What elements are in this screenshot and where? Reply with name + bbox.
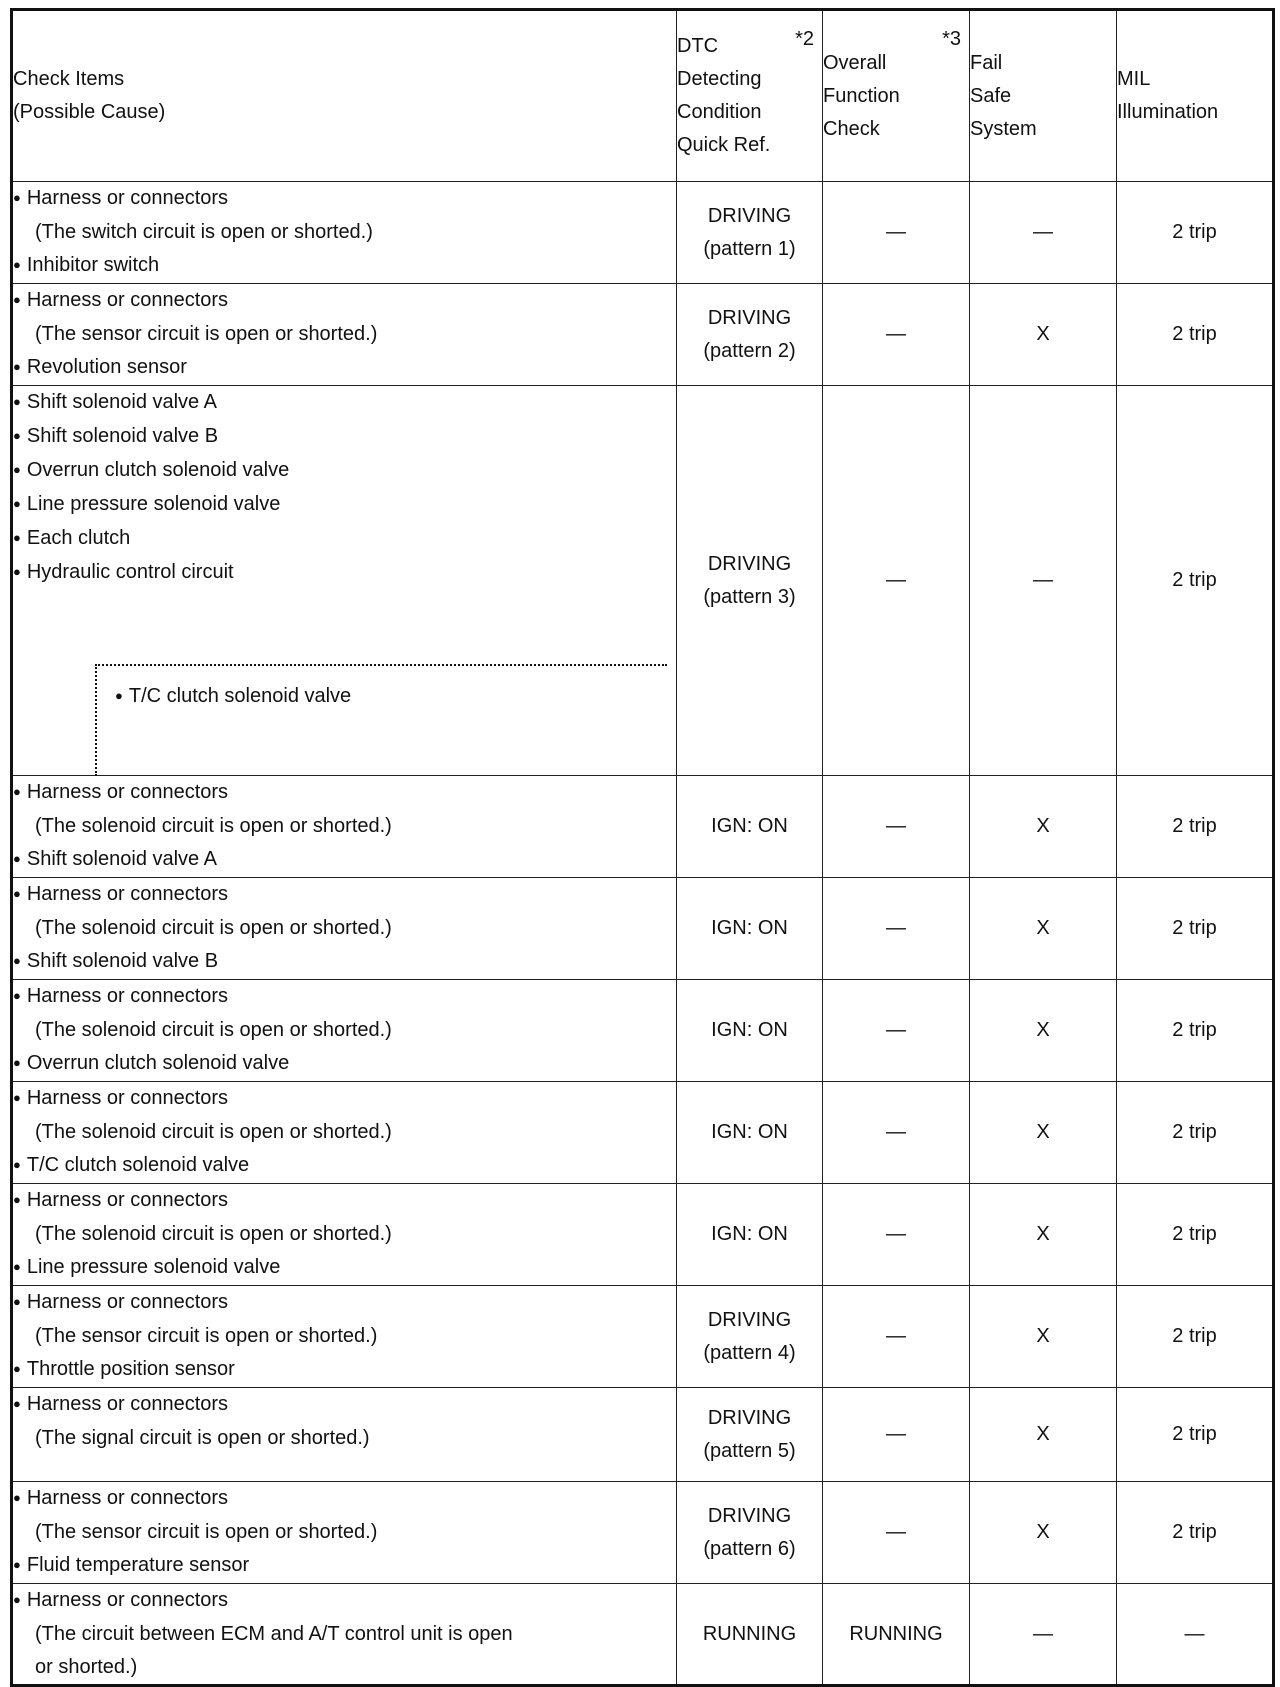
dtc-condition-cell [677,776,823,878]
fail-safe-cell: X [970,1286,1117,1388]
dtc-condition-line: IGN: ON [711,1223,788,1245]
check-items-cell [12,1082,677,1184]
check-item-line: (The sensor circuit is open or shorted.) [35,1325,378,1347]
check-items-cell [12,1388,677,1482]
mil-illumination-cell: 2 trip [1117,980,1274,1082]
header-mil-line: MIL [1117,68,1151,90]
check-item-line: ● Overrun clutch solenoid valve [13,454,676,488]
check-items-cell [12,1286,677,1388]
dtc-condition-line: IGN: ON [711,917,788,939]
check-item-line: ● Revolution sensor [13,351,676,385]
mil-illumination-cell: 2 trip [1117,1482,1274,1584]
check-item-line: ● Fluid temperature sensor [13,1549,676,1583]
check-items-cell [12,980,677,1082]
overall-function-cell: RUNNING [823,1584,970,1686]
fail-safe-cell: X [970,776,1117,878]
check-item-line: ● Inhibitor switch [13,249,676,283]
header-dtc-footnote-mark: *2 [795,28,814,50]
dtc-condition-line: (pattern 2) [703,339,796,362]
header-overall-line: Overall [823,51,887,74]
overall-function-cell: — [823,182,970,284]
overall-function-cell: — [823,1184,970,1286]
dtc-condition-cell [677,386,823,776]
check-item-line: ● Harness or connectors [13,1388,676,1422]
check-item-line: ● Shift solenoid valve A [13,386,676,420]
check-items-cell [12,284,677,386]
check-items-cell [12,776,677,878]
overall-function-cell: — [823,1082,970,1184]
check-item-line: (The solenoid circuit is open or shorted.) [35,917,392,939]
dotted-sub-item-box [95,664,667,776]
check-item-line: ● Overrun clutch solenoid valve [13,1047,676,1081]
check-item-line: ● Shift solenoid valve B [13,420,676,454]
dtc-condition-line: DRIVING [707,1504,792,1527]
check-item-line: (The solenoid circuit is open or shorted.) [35,1121,392,1143]
check-item-line: ● Harness or connectors [13,1584,676,1618]
table-row [12,1286,1274,1388]
dtc-condition-line: (pattern 6) [703,1537,796,1560]
fail-safe-cell: X [970,1082,1117,1184]
overall-function-cell: — [823,1482,970,1584]
check-item-line: (The circuit between ECM and A/T control unit is open [35,1623,513,1645]
mil-illumination-cell: 2 trip [1117,878,1274,980]
check-item-line: ● Harness or connectors [13,1482,676,1516]
mil-illumination-cell: 2 trip [1117,182,1274,284]
mil-illumination-cell: 2 trip [1117,1388,1274,1482]
header-failsafe-line: System [970,117,1037,140]
mil-illumination-cell: — [1117,1584,1274,1686]
dtc-condition-line: IGN: ON [711,815,788,837]
dtc-condition-line: RUNNING [702,1622,797,1645]
header-check-items-line: Check Items [13,68,125,90]
check-sub-item-line: ● T/C clutch solenoid valve [115,680,351,714]
overall-function-cell: — [823,1388,970,1482]
table-row [12,1388,1274,1482]
dtc-condition-line: (pattern 1) [703,237,796,260]
table-row [12,386,1274,776]
check-items-cell [12,182,677,284]
table-row [12,1082,1274,1184]
dtc-condition-line: DRIVING [707,552,792,575]
dtc-condition-cell [677,1388,823,1482]
table-row [12,1184,1274,1286]
dtc-condition-cell [677,1584,823,1686]
check-item-line: ● Shift solenoid valve A [13,843,676,877]
fail-safe-cell: X [970,878,1117,980]
check-items-cell [12,1184,677,1286]
check-item-line: (The solenoid circuit is open or shorted.) [35,1019,392,1041]
dtc-condition-cell [677,1082,823,1184]
check-item-line: ● Hydraulic control circuit [13,556,676,590]
dtc-condition-line: DRIVING [707,306,792,329]
mil-illumination-cell: 2 trip [1117,1184,1274,1286]
mil-illumination-cell: 2 trip [1117,1286,1274,1388]
header-mil-line: Illumination [1117,101,1219,123]
fail-safe-cell: — [970,386,1117,776]
dtc-condition-cell [677,878,823,980]
check-item-line: (The switch circuit is open or shorted.) [35,221,373,243]
check-item-line: (The sensor circuit is open or shorted.) [35,323,378,345]
dtc-condition-cell [677,1184,823,1286]
check-item-line: ● Harness or connectors [13,284,676,318]
header-overall-line: Check [823,117,880,140]
check-item-line: ● Line pressure solenoid valve [13,488,676,522]
overall-function-cell: — [823,284,970,386]
header-dtc [677,10,823,182]
overall-function-cell: — [823,980,970,1082]
mil-illumination-cell: 2 trip [1117,776,1274,878]
dtc-condition-cell [677,182,823,284]
check-item-line: (The solenoid circuit is open or shorted.) [35,815,392,837]
table-row [12,776,1274,878]
dtc-condition-line: (pattern 3) [703,585,796,608]
header-check-items [12,10,677,182]
check-item-line: ● Harness or connectors [13,1184,676,1218]
mil-illumination-cell: 2 trip [1117,386,1274,776]
table-row [12,284,1274,386]
check-item-line: ● Each clutch [13,522,676,556]
check-item-line: ● Throttle position sensor [13,1353,676,1387]
overall-function-cell: — [823,386,970,776]
check-item-line: or shorted.) [35,1656,138,1678]
check-items-cell [12,878,677,980]
table-row [12,1482,1274,1584]
header-failsafe-line: Fail [970,51,1003,74]
header-mil-illumination [1117,10,1274,182]
header-dtc-line: DTC [677,35,719,57]
header-fail-safe-system [970,10,1117,182]
overall-function-cell: — [823,878,970,980]
fail-safe-cell: X [970,1482,1117,1584]
header-dtc-line: Detecting [677,68,762,90]
check-item-line: ● Harness or connectors [13,182,676,216]
dtc-condition-line: DRIVING [707,1406,792,1429]
fail-safe-cell: — [970,1584,1117,1686]
check-item-line: ● T/C clutch solenoid valve [13,1149,676,1183]
dtc-condition-cell [677,284,823,386]
check-item-line: (The signal circuit is open or shorted.) [35,1427,370,1449]
table-row [12,1584,1274,1686]
header-overall-function-check [823,10,970,182]
mil-illumination-cell: 2 trip [1117,1082,1274,1184]
dtc-condition-line: (pattern 5) [703,1439,796,1462]
dtc-condition-line: IGN: ON [711,1121,788,1143]
fail-safe-cell: X [970,1184,1117,1286]
check-items-group [13,386,676,768]
header-overall-footnote-mark: *3 [942,28,961,50]
check-item-line: (The sensor circuit is open or shorted.) [35,1521,378,1543]
header-dtc-line: Condition [677,101,762,123]
dtc-condition-cell [677,1286,823,1388]
check-item-line: ● Line pressure solenoid valve [13,1251,676,1285]
check-item-line: ● Harness or connectors [13,980,676,1014]
table-header-row [12,10,1274,182]
table-row [12,182,1274,284]
mil-illumination-cell: 2 trip [1117,284,1274,386]
check-item-line: ● Harness or connectors [13,878,676,912]
overall-function-cell: — [823,1286,970,1388]
fail-safe-cell: X [970,284,1117,386]
fail-safe-cell: — [970,182,1117,284]
fail-safe-cell: X [970,980,1117,1082]
check-items-cell [12,1482,677,1584]
dtc-table [10,8,1275,1687]
check-item-line: ● Harness or connectors [13,1286,676,1320]
fail-safe-cell: X [970,1388,1117,1482]
dtc-condition-cell [677,1482,823,1584]
header-dtc-line: Quick Ref. [677,134,771,156]
overall-function-cell: — [823,776,970,878]
check-items-cell [12,1584,677,1686]
dtc-condition-line: DRIVING [707,1308,792,1331]
header-failsafe-line: Safe [970,84,1012,107]
header-check-items-line: (Possible Cause) [13,101,166,123]
check-item-line: ● Harness or connectors [13,1082,676,1116]
dtc-condition-cell [677,980,823,1082]
check-item-line: ● Shift solenoid valve B [13,945,676,979]
dtc-condition-line: DRIVING [707,204,792,227]
check-items-cell [12,386,677,776]
dtc-condition-line: IGN: ON [711,1019,788,1041]
dtc-condition-line: (pattern 4) [703,1341,796,1364]
table-row [12,878,1274,980]
check-item-line: ● Harness or connectors [13,776,676,810]
header-overall-line: Function [823,84,900,107]
table-row [12,980,1274,1082]
check-item-line: (The solenoid circuit is open or shorted.) [35,1223,392,1245]
